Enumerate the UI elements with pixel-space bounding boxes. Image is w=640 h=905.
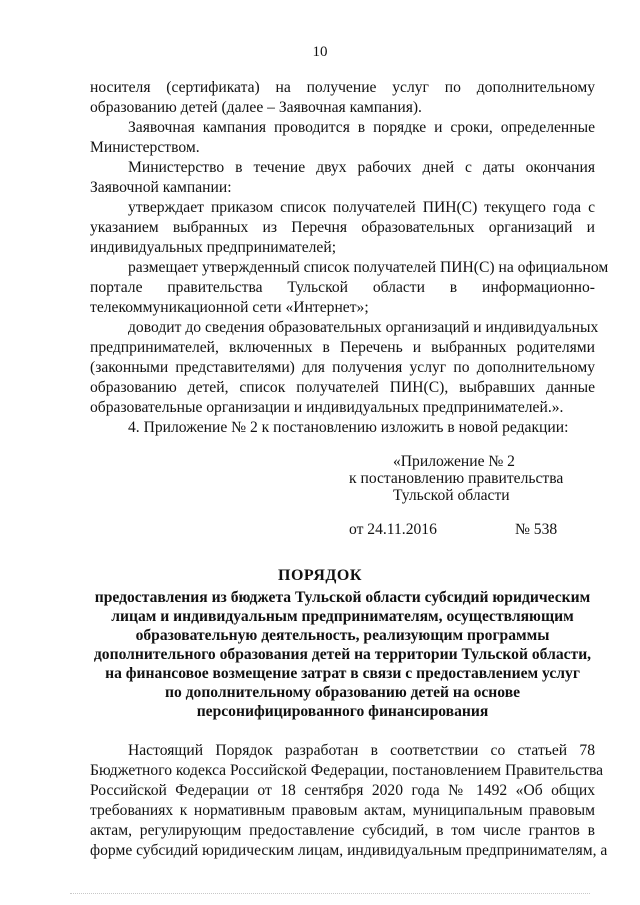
text-line: портале правительства Тульской области в информационно- bbox=[90, 279, 595, 296]
document-title: ПОРЯДОК bbox=[278, 567, 362, 584]
appendix-region: Тульской области bbox=[393, 487, 510, 504]
text-line: образованию детей, список получателей ПИН(С), выбравших данные bbox=[90, 379, 595, 396]
text-line: Заявочная кампания проводится в порядке и сроки, определенные bbox=[128, 119, 595, 136]
appendix-reference: к постановлению правительства bbox=[349, 470, 564, 487]
appendix-date: от 24.11.2016 bbox=[349, 521, 437, 538]
text-line: телекоммуникационной сети «Интернет»; bbox=[90, 299, 369, 316]
text-line: форме субсидий юридическим лицам, индивидуальным предпринимателям, а bbox=[90, 842, 608, 859]
subtitle-line: образовательную деятельность, реализующим программы bbox=[135, 627, 550, 644]
subtitle-line: персонифицированного финансирования bbox=[196, 703, 489, 720]
text-line: Министерством. bbox=[90, 139, 200, 156]
text-line: Бюджетного кодекса Российской Федерации, постановлением Правительства bbox=[90, 762, 604, 779]
text-line: указанием выбранных из Перечня образовательных организаций и bbox=[90, 219, 595, 236]
subtitle-line: на финансовое возмещение затрат в связи с предоставлением услуг bbox=[105, 665, 580, 682]
subtitle-line: дополнительного образования детей на территории Тульской области, bbox=[93, 646, 592, 663]
text-line: носителя (сертификата) на получение услуг по дополнительному bbox=[90, 79, 595, 96]
page-number: 10 bbox=[312, 44, 328, 60]
text-line: утверждает приказом список получателей ПИН(С) текущего года с bbox=[128, 199, 595, 216]
subtitle-line: по дополнительному образованию детей на основе bbox=[164, 684, 521, 701]
text-line: актам, регулирующим предоставление субсидий, в том числе грантов в bbox=[90, 822, 595, 839]
text-line: предпринимателей, включенных в Перечень и выбранных родителями bbox=[90, 339, 595, 356]
text-line: Российской Федерации от 18 сентября 2020 года № 1492 «Об общих bbox=[90, 782, 595, 799]
text-line: требованиях к нормативным правовым актам, муниципальным правовым bbox=[90, 802, 595, 819]
text-line: Министерство в течение двух рабочих дней с даты окончания bbox=[128, 159, 595, 176]
text-line: размещает утвержденный список получателей ПИН(С) на официальном bbox=[128, 259, 609, 276]
subtitle-line: лицам и индивидуальным предпринимателям, осуществляющим bbox=[111, 608, 574, 625]
text-line: 4. Приложение № 2 к постановлению изложить в новой редакции: bbox=[128, 419, 569, 436]
text-line: (законными представителями) для получения услуг по дополнительному bbox=[90, 359, 595, 376]
appendix-heading: «Приложение № 2 bbox=[393, 453, 515, 470]
subtitle-line: предоставления из бюджета Тульской области субсидий юридическим bbox=[94, 589, 591, 606]
text-line: доводит до сведения образовательных организаций и индивидуальных bbox=[128, 319, 599, 336]
text-line: образованию детей (далее – Заявочная кампания). bbox=[90, 99, 422, 116]
appendix-number: № 538 bbox=[515, 521, 558, 538]
text-line: Настоящий Порядок разработан в соответствии со статьей 78 bbox=[128, 742, 595, 759]
text-line: образовательные организации и индивидуальных предпринимателей.». bbox=[90, 399, 564, 416]
text-line: индивидуальных предпринимателей; bbox=[90, 239, 337, 256]
scan-artifact-line bbox=[70, 893, 590, 894]
text-line: Заявочной кампании: bbox=[90, 179, 232, 196]
